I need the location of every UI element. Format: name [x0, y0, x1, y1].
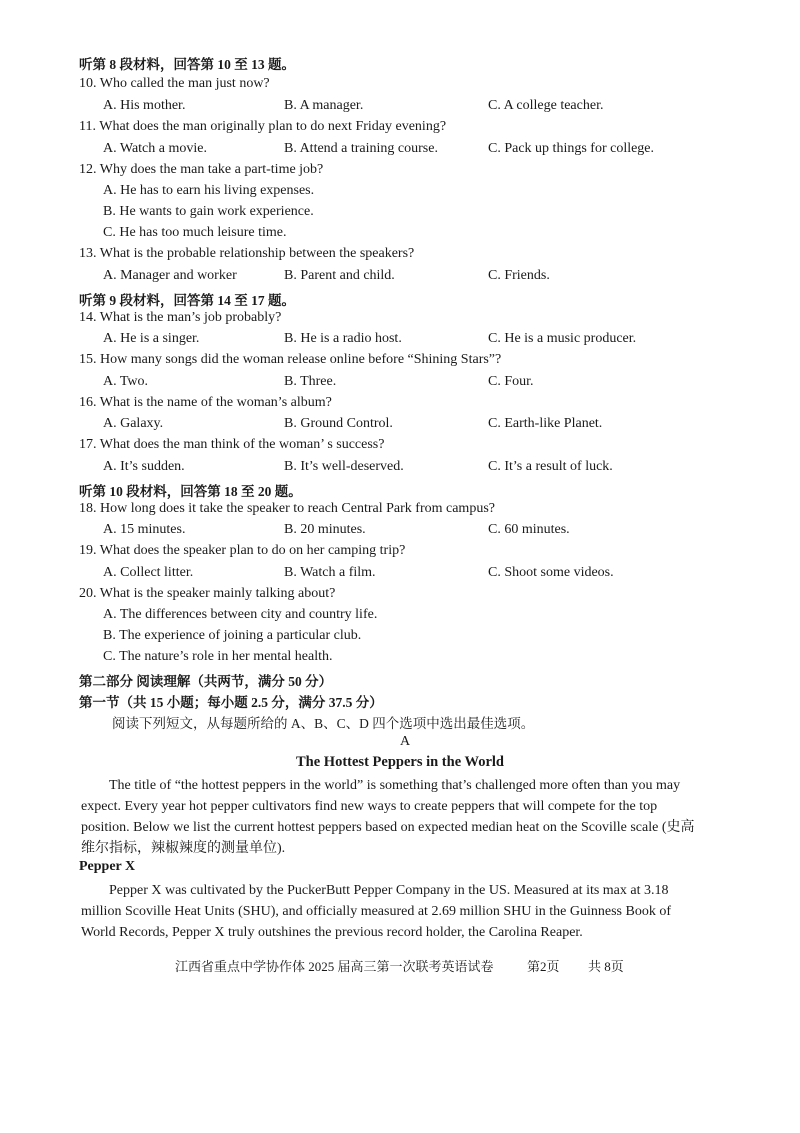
- question-14-option-a: A. He is a singer.: [103, 331, 200, 346]
- section-9-instruction: 听第 9 段材料，回答第 14 至 17 题。: [79, 293, 295, 308]
- question-18-stem: 18. How long does it take the speaker to reach Central Park from campus?: [79, 501, 495, 516]
- question-18-option-b: B. 20 minutes.: [284, 522, 366, 537]
- question-15-option-c: C. Four.: [488, 374, 534, 389]
- question-14-option-b: B. He is a radio host.: [284, 331, 402, 346]
- question-16-stem: 16. What is the name of the woman’s album?: [79, 395, 332, 410]
- question-14-stem: 14. What is the man’s job probably?: [79, 310, 282, 325]
- passage-paragraph-2-line-2: million Scoville Heat Units (SHU), and officially measured at 2.69 million SHU in the Guinness Book of: [81, 904, 672, 919]
- question-12-option-b: B. He wants to gain work experience.: [103, 204, 314, 219]
- passage-paragraph-1-line-4: 维尔指标，辣椒辣度的测量单位).: [81, 841, 286, 856]
- question-15-stem: 15. How many songs did the woman release online before “Shining Stars”?: [79, 352, 502, 367]
- question-11-option-b: B. Attend a training course.: [284, 141, 438, 156]
- question-13-option-b: B. Parent and child.: [284, 268, 395, 283]
- question-12-stem: 12. Why does the man take a part-time job?: [79, 162, 324, 177]
- question-20-option-a: A. The differences between city and country life.: [103, 607, 378, 622]
- section-8-instruction: 听第 8 段材料，回答第 10 至 13 题。: [79, 57, 295, 72]
- question-17-option-c: C. It’s a result of luck.: [488, 459, 613, 474]
- passage-title: The Hottest Peppers in the World: [296, 754, 504, 770]
- question-10-stem: 10. Who called the man just now?: [79, 76, 270, 91]
- question-19-option-c: C. Shoot some videos.: [488, 565, 614, 580]
- question-12-option-c: C. He has too much leisure time.: [103, 225, 287, 240]
- question-14-option-c: C. He is a music producer.: [488, 331, 637, 346]
- question-13-option-c: C. Friends.: [488, 268, 550, 283]
- question-11-stem: 11. What does the man originally plan to do next Friday evening?: [79, 119, 447, 134]
- question-10-option-a: A. His mother.: [103, 98, 186, 113]
- part-2-header: 第二部分 阅读理解（共两节，满分 50 分）: [79, 674, 333, 689]
- question-20-option-b: B. The experience of joining a particular club.: [103, 628, 362, 643]
- footer-total-pages: 共 8页: [588, 959, 624, 974]
- question-20-stem: 20. What is the speaker mainly talking about?: [79, 586, 336, 601]
- question-17-option-b: B. It’s well-deserved.: [284, 459, 404, 474]
- question-20-option-c: C. The nature’s role in her mental health.: [103, 649, 333, 664]
- passage-paragraph-1-line-3: position. Below we list the current hottest peppers based on expected median heat on the Scoville scale (史高: [81, 820, 695, 835]
- question-18-option-a: A. 15 minutes.: [103, 522, 186, 537]
- question-11-option-c: C. Pack up things for college.: [488, 141, 655, 156]
- passage-paragraph-2-line-3: World Records, Pepper X truly outshines the previous record holder, the Carolina Reaper.: [81, 925, 583, 940]
- question-12-option-a: A. He has to earn his living expenses.: [103, 183, 315, 198]
- question-15-option-b: B. Three.: [284, 374, 337, 389]
- question-13-stem: 13. What is the probable relationship between the speakers?: [79, 246, 415, 261]
- question-17-option-a: A. It’s sudden.: [103, 459, 185, 474]
- question-18-option-c: C. 60 minutes.: [488, 522, 570, 537]
- question-11-option-a: A. Watch a movie.: [103, 141, 207, 156]
- question-19-option-a: A. Collect litter.: [103, 565, 194, 580]
- passage-paragraph-1-line-2: expect. Every year hot pepper cultivators find new ways to create peppers that will compete for the top: [81, 799, 658, 814]
- question-16-option-b: B. Ground Control.: [284, 416, 393, 431]
- question-19-stem: 19. What does the speaker plan to do on her camping trip?: [79, 543, 406, 558]
- footer-exam-title: 江西省重点中学协作体 2025 届高三第一次联考英语试卷: [175, 959, 494, 974]
- question-13-option-a: A. Manager and worker: [103, 268, 237, 283]
- passage-subheading-pepper-x: Pepper X: [79, 859, 136, 874]
- footer-page-number: 第2页: [527, 959, 560, 974]
- question-16-option-c: C. Earth-like Planet.: [488, 416, 603, 431]
- passage-paragraph-1-line-1: The title of “the hottest peppers in the world” is something that’s challenged more often than you may: [109, 778, 681, 793]
- part-2-section-1-header: 第一节（共 15 小题；每小题 2.5 分，满分 37.5 分）: [79, 695, 383, 710]
- question-15-option-a: A. Two.: [103, 374, 149, 389]
- reading-instruction: 阅读下列短文，从每题所给的 A、B、C、D 四个选项中选出最佳选项。: [112, 716, 535, 731]
- question-10-option-c: C. A college teacher.: [488, 98, 604, 113]
- question-16-option-a: A. Galaxy.: [103, 416, 164, 431]
- passage-letter: A: [399, 734, 411, 749]
- question-17-stem: 17. What does the man think of the woman’ s success?: [79, 437, 385, 452]
- question-10-option-b: B. A manager.: [284, 98, 364, 113]
- question-19-option-b: B. Watch a film.: [284, 565, 376, 580]
- section-10-instruction: 听第 10 段材料，回答第 18 至 20 题。: [79, 484, 302, 499]
- passage-paragraph-2-line-1: Pepper X was cultivated by the PuckerButt Pepper Company in the US. Measured at its max at 3.18: [109, 883, 669, 898]
